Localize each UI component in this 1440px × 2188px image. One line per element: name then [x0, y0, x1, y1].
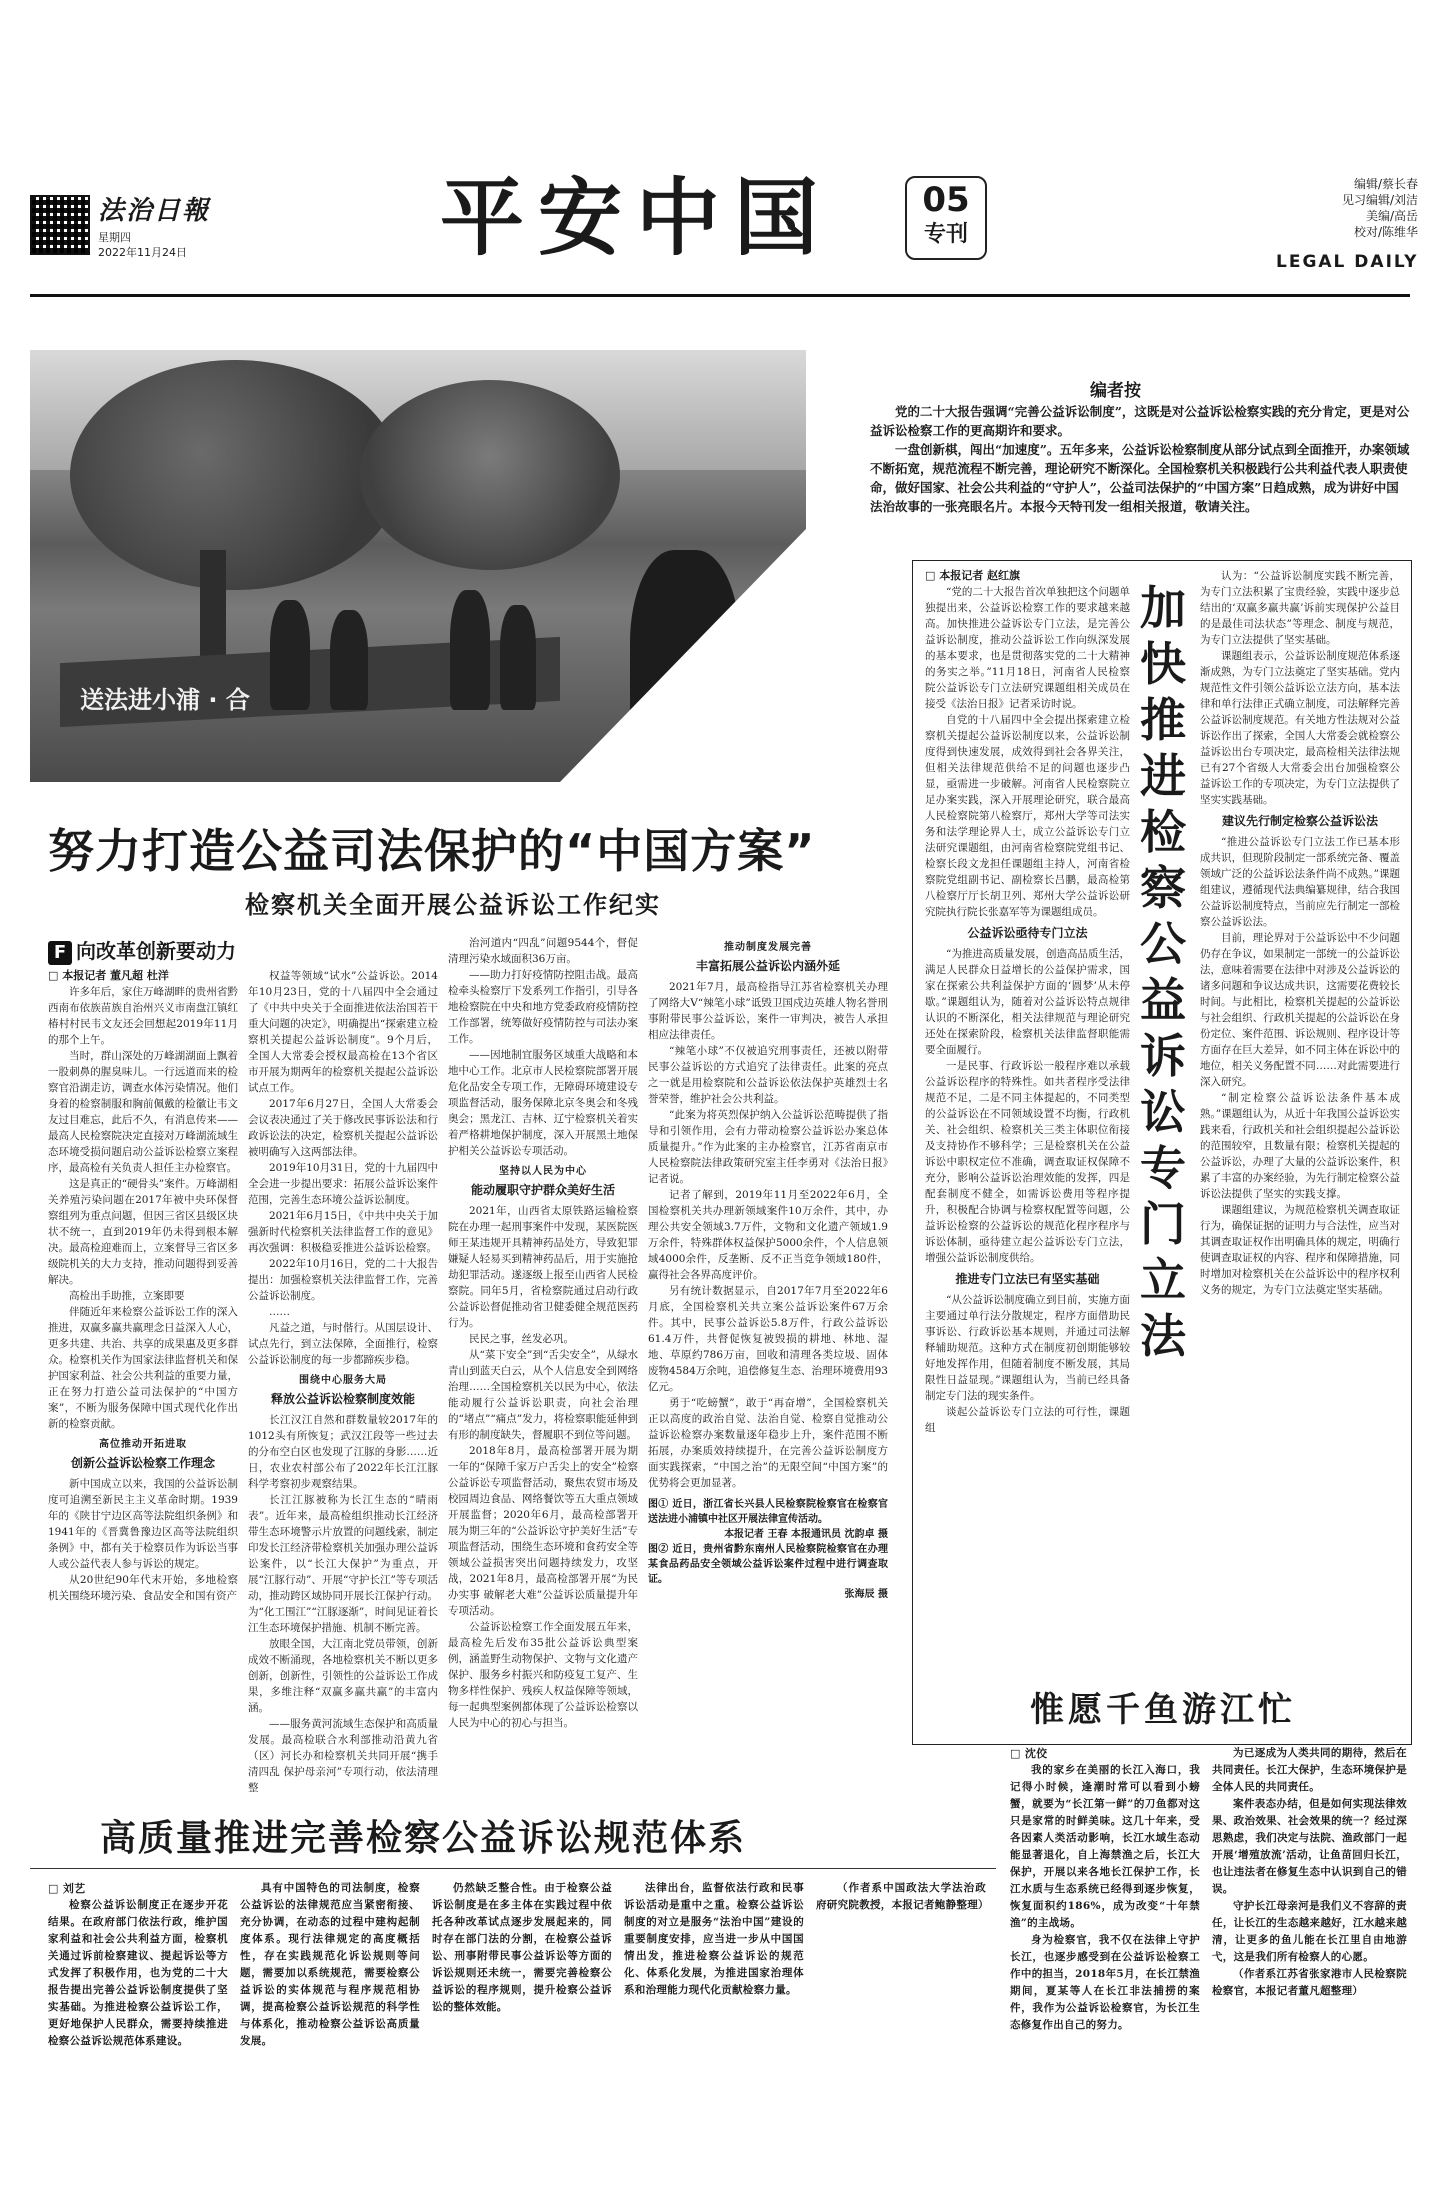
section-kicker: 坚持以人民为中心 — [499, 1166, 587, 1177]
editor-note-para: 党的二十大报告强调“完善公益诉讼制度”，这既是对公益诉讼检察实践的充分肯定，更是对公益诉讼检察工作的更高期许和要求。 — [870, 404, 1410, 438]
main-byline: □ 本报记者 董凡超 杜洋 — [48, 969, 169, 982]
paragraph: 认为：“公益诉讼制度实践不断完善，为专门立法积累了宝贵经验，实践中逐步总结出的‘双赢多赢共赢’诉前实现保护公益目的是最佳司法状态”等理念、制度与规范，为专门立法提供了坚实基础。 — [1200, 570, 1400, 646]
feature-byline: □ 本报记者 赵红旗 — [925, 569, 1021, 582]
paragraph: “辣笔小球”不仅被追究刑事责任，还被以附带民事公益诉讼的方式追究了法律责任。此案的亮点之一就是用检察院和公益诉讼依法保护英雄烈士名誉荣誉，维护社会公共利益。 — [648, 1045, 888, 1105]
paragraph: 仍然缺乏整合性。由于检察公益诉讼制度是在多主体在实践过程中依托各种改革试点逐步发展起来的，同时存在部门法的分割，在检察公益诉讼、刑事附带民事公益诉讼等方面的诉讼规则还未统一，需要完善检察公益诉讼的程序规则，提升检察公益诉讼的整体效能。 — [432, 1882, 612, 2013]
section-heading — [448, 1163, 638, 1199]
low-col — [432, 1880, 612, 2016]
low-byline: □ 刘艺 — [48, 1882, 86, 1895]
paragraph: ——助力打好疫情防控阻击战。最高检牵头检察厅下发系列工作指引，引导各地检察院在中央和地方党委政府疫情防控工作部署，统筹做好疫情防控与司法办案工作。 — [448, 969, 638, 1045]
paragraph: 新中国成立以来，我国的公益诉讼制度可追溯至新民主主义革命时期。1939年的《陕甘宁边区高等法院组织条例》和1941年的《晋冀鲁豫边区高等法院组织条例》中，都有关于检察员作为诉讼当事人或公益代表人参与诉讼的规定。 — [48, 1478, 238, 1570]
editor-line: 见习编辑/刘洁 — [1341, 193, 1418, 207]
paragraph: 高检出手助推，立案即要 — [69, 1290, 185, 1302]
paragraph: 2017年6月27日，全国人大常委会会议表决通过了关于修改民事诉讼法和行政诉讼法的决定，检察机关提起公益诉讼被明确写入这两部法律。 — [248, 1098, 438, 1158]
figure-captions — [648, 1497, 888, 1602]
kicker-text: 向改革创新要动力 — [76, 939, 236, 963]
paragraph: 我的家乡在美丽的长江入海口，我记得小时候，逢潮时常可以看到小螃蟹，就要为“长江第一鲜”的刀鱼都对这只是家常的时鲜美味。这几十年来，受各因素人类活动影响，长江水域生态动能显著退化，自上海禁渔之后，长江大保护，开展以来各地长江保护工作，长江水质与生态系统已经得到逐步恢复，恢复面积约186%，成为改变“十年禁渔”的主战场。 — [1010, 1764, 1200, 1929]
paragraph: “推进公益诉讼专门立法工作已基本形成共识，但现阶段制定一部系统完备、覆盖领域广泛的公益诉讼法条件尚不成熟。”课题组建议，遵循现代法典编纂规律，结合我国公益诉讼制度特点，当前应先行制定一部检察公益诉讼法。 — [1200, 836, 1400, 928]
photo-person — [330, 610, 368, 710]
section-title: 创新公益诉讼检察工作理念 — [70, 1456, 215, 1470]
paragraph: 自党的十八届四中全会提出探索建立检察机关提起公益诉讼制度以来，公益诉讼制度得到快速发展，成效得到社会各界关注，但相关法律规范供给不足的问题也逐步凸显，亟需进一步破解。河南省人民检察院立足办案实践，深入开展理论研究，联合最高人民检察院第八检察厅，郑州大学等司法实务和法学理论界人士，成立公益诉讼专门立法研究课题组，由河南省检察院党组书记、检察长段文龙担任课题组主持人，河南省检察院党组副书记、副检察长吕鹏，最高检第八检察厅厅长胡卫列、郑州大学公益诉讼研究院执行院长张嘉军等为课题组成员。 — [925, 714, 1130, 918]
poem-byline: □ 沈佼 — [1010, 1747, 1048, 1760]
photo-person — [500, 605, 536, 710]
section-title: 平安中国 — [440, 169, 833, 267]
date: 2022年11月24日 — [98, 246, 187, 259]
paragraph: 从“菜下安全”到“舌尖安全”，从绿水青山到蓝天白云，从个人信息安全到网络治理……全国检察机关以民为中心，依法能动履行公益诉讼职责，向社会治理的“堵点”“痛点”发力，将检察职能延伸到有形的制度缺失，督履职不到位等问题。 — [448, 1349, 638, 1441]
editor-line: 美编/高岳 — [1365, 209, 1418, 223]
paragraph: 记者了解到，2019年11月至2022年6月，全国检察机关共办理新领域案件10万余件，其中，办理公共安全领域3.7万件，文物和文化遗产领域1.9万余件，特殊群体权益保护5000余件，个人信息领域4000余件，反垄断、反不正当竞争领域180件，赢得社会各界高度评价。 — [648, 1189, 888, 1281]
paragraph: “党的二十大报告首次单独把这个问题单独提出来，公益诉讼检察工作的要求越来越高。加快推进公益诉讼专门立法，是完善公益诉讼制度，推动公益诉讼工作向纵深发展的基本要求，也是贯彻落实党的二十大精神的务实之举。”11月18日，河南省人民检察院公益诉讼专门立法研究课题组相关成员在接受《法治日报》记者采访时说。 — [925, 586, 1130, 710]
paragraph: 伴随近年来检察公益诉讼工作的深入推进，双赢多赢共赢理念日益深入人心，更多共建、共治、共享的成果惠及更多群众。检察机关作为国家法律监督机关和保护国家利益、社会公共利益的重要力量，正在努力打造公益司法保护的“中国方案”，不断为服务保障中国式现代化作出新的检察贡献。 — [48, 1306, 238, 1430]
paragraph: 案件表态办结，但是如何实现法律效果、政治效果、社会效果的统一？经过深思熟虑，我们决定与法院、渔政部门一起开展‘增殖放流’活动，让鱼苗回归长江，也让违法者在修复生态中认识到自己的错误。 — [1212, 1798, 1407, 1895]
paragraph: 2018年8月，最高检部署开展为期一年的“保障千家万户舌尖上的安全”检察公益诉讼专项监督活动，聚焦农贸市场及校园周边食品、网络餐饮等五大重点领域开展监督；2020年6月，最高检部署开展为期三年的“公益诉讼守护美好生活”专项监督活动，围绕生态环境和食药安全等领域公益损害突出问题持续发力，攻坚战，2021年8月，最高检部署开展“为民办实事 破解老大难”公益诉讼质量提升年专项活动。 — [448, 1445, 638, 1617]
section-heading: 建议先行制定检察公益诉讼法 — [1221, 814, 1378, 828]
editor-note-para: 一盘创新棋，闯出“加速度”。五年多来，公益诉讼检察制度从部分试点到全面推开，办案领域不断拓宽，规范流程不断完善，理论研究不断深化。全国检察机关积极践行公共利益代表人职责使命，做好国家、社会公共利益的“守护人”，公益司法保护的“中国方案”日趋成熟，成为讲好中国法治故事的一张亮眼名片。本报今天特刊发一组相关报道，敬请关注。 — [870, 442, 1410, 514]
section-title: 能动履职守护群众美好生活 — [470, 1183, 615, 1197]
main-col-2 — [248, 968, 438, 1796]
paragraph: ——服务黄河流域生态保护和高质量发展。最高检联合水利部推动沿黄九省（区）河长办和检察机关共同开展“携手清四乱 保护母亲河”专项行动，依法清理整 — [248, 1718, 438, 1794]
paragraph: 课题组表示，公益诉讼制度规范体系逐渐成熟，为专门立法奠定了坚实基础。党内规范性文件引领公益诉讼立法方向，基本法律和单行法律正式确立制度，司法解释完善公益诉讼制度规范。有关地方性法规对公益诉讼作出了探索，全国人大常委会就检察公益诉讼出台专项决定，最高检相关法律法规已有27个省级人大常委会出台加强检察公益诉讼工作的专项决定，为专门立法提供了坚实实践基础。 — [1200, 650, 1400, 806]
paragraph: “此案为将英烈保护纳入公益诉讼范畴提供了指导和引领作用，会有力带动检察公益诉讼办案总体质量提升。”作为此案的主办检察官，江苏省南京市人民检察院法律政策研究室主任李勇对《法治日报》记者说。 — [648, 1109, 888, 1185]
paragraph: 具有中国特色的司法制度，检察公益诉讼的法律规范应当紧密衔接、充分协调，在动态的过程中建构起制度体系。现行法律规定的高度概括性，存在实践规范化诉讼规则等问题，需要加以系统规范，需要检察公益诉讼的实体规范与程序规范相协调，提高检察公益诉讼规范的科学性与体系化，推动检察公益诉讼高质量发展。 — [240, 1882, 420, 2047]
author-note: （作者系中国政法大学法治政府研究院教授，本报记者鲍静整理） — [816, 1882, 989, 1911]
section-title: 丰富拓展公益诉讼内涵外延 — [695, 959, 840, 973]
section-heading: 公益诉讼亟待专门立法 — [967, 926, 1088, 940]
editor-note — [870, 402, 1410, 516]
paragraph: 课题组建议，为规范检察机关调查取证行为，确保证据的证明力与合法性，应当对其调查取证权作出明确具体的规定，明确行使调查取证权的内容、程序和保障措施，同时增加对检察机关在公益诉讼中的程序权利义务的规定，为专门立法奠定坚实基础。 — [1200, 1204, 1400, 1296]
figure-caption: 图① 近日，浙江省长兴县人民检察院检察官在检察官送法进小浦镇中社区开展法律宣传活动。 — [648, 1499, 888, 1525]
paper-logo: 法治日報 — [98, 196, 211, 226]
paragraph: 权益等领域“试水”公益诉讼。2014年10月23日，党的十八届四中全会通过了《中共中央关于全面推进依法治国若干重大问题的决定》，明确提出“探索建立检察机关提起公益诉讼制度”。9个月后，全国人大常委会授权最高检在13个省区市开展为期两年的检察机关提起公益诉讼试点工作。 — [248, 970, 438, 1094]
paragraph: 当时，群山深处的万峰湖湖面上飘着一股刺鼻的腥臭味儿。一行远道而来的检察官沿湖走访，调查水体污染情况。他们身着的检察制服和胸前佩戴的检徽让韦文友过目难忘，此后不久，有消息传来——最高人民检察院决定直接对万峰湖流域生态环境受损问题启动公益诉讼检察立案程序，最高检有关负责人担任主办检察官。 — [48, 1050, 238, 1174]
editor-note-heading: 编者按 — [1090, 381, 1141, 401]
paragraph: “从公益诉讼制度确立到目前，实施方面主要通过单行法分散规定，程序方面借助民事诉讼、行政诉讼基本规则，并通过司法解释辅助规范。这种方式在制度初创期能够较好地发挥作用，但随着制度不断发展，其局限性日益显现。”课题组认为，当前已经具备制定专门法的现实条件。 — [925, 1294, 1130, 1402]
poem-col — [1212, 1745, 1407, 2000]
masthead-rule — [30, 294, 1410, 297]
main-col-3 — [448, 935, 638, 1731]
low-col — [48, 1880, 228, 2050]
section-kicker: 高位推动开拓进取 — [99, 1439, 187, 1450]
low-rule — [30, 1868, 996, 1869]
low-col — [816, 1880, 989, 1914]
section-heading: 推进专门立法已有坚实基础 — [955, 1272, 1100, 1286]
paragraph: 2021年7月，最高检指导江苏省检察机关办理了网络大V“辣笔小球”诋毁卫国戍边英雄人物名誉刑事附带民事公益诉讼，案件一审判决，被告人承担相应法律责任。 — [648, 981, 888, 1041]
main-col-4 — [648, 935, 888, 1602]
editor-credits — [1308, 176, 1418, 240]
poem-headline: 惟愿千鱼游江忙 — [1030, 1690, 1296, 1730]
paragraph: 这是真正的“硬骨头”案件。万峰湖相关养殖污染问题在2017年被中央环保督察组列为重点问题，但因三省区县级区块状不统一，直到2019年仍未得到根本解决。最高检迎难而上，立案督导三省区多级院机关的大力支持，推动问题得到妥善解决。 — [48, 1178, 238, 1286]
main-col-1 — [48, 968, 238, 1604]
photo-banner-text: 送法进小浦 · 合 — [80, 686, 250, 714]
feature-vertical-title: 加快推进检察公益诉讼专门立法 — [1140, 581, 1186, 1363]
author-note: （作者系江苏省张家港市人民检察院检察官，本报记者董凡超整理） — [1212, 1968, 1407, 1997]
main-subheadline: 检察机关全面开展公益诉讼工作纪实 — [245, 891, 661, 919]
paragraph: 放眼全国，大江南北党员带领，创新成效不断涌现，各地检察机关不断以更多创新，创新性，引领性的公益诉讼工作成果，多维注释“双赢多赢共赢”的丰富内涵。 — [248, 1638, 438, 1714]
paragraph: 身为检察官，我不仅在法律上守护长江，也逐步感受到在公益诉讼检察工作中的担当，2018年5月，在长江禁渔期间，夏某等人在长江非法捕捞的案件，我作为公益诉讼检察官，为长江生态修复作出自己的努力。 — [1010, 1934, 1200, 2031]
editor-line: 校对/陈维华 — [1353, 225, 1418, 239]
section-kicker: 推动制度发展完善 — [724, 942, 812, 953]
photo-person — [450, 590, 490, 710]
section-kicker: 围绕中心服务大局 — [299, 1375, 387, 1386]
issue-date — [98, 230, 187, 260]
section-heading — [48, 1436, 238, 1472]
paragraph: 2019年10月31日，党的十九届四中全会进一步提出要求：拓展公益诉讼案件范围，完善生态环境公益诉讼制度。 — [248, 1162, 438, 1206]
paragraph: 守护长江母亲河是我们义不容辞的责任，让长江的生态越来越好，江水越来越清，让更多的鱼儿能在长江里自由地游弋，这是我们所有检察人的心愿。 — [1212, 1900, 1407, 1963]
paragraph: “为推进高质量发展，创造高品质生活，满足人民群众日益增长的公益保护需求，国家在探索公共利益保护方面的‘圆梦’从未停歇。”课题组认为，随着对公益诉讼特点规律认识的不断深化，相关法律规范与理论研究还处在探索阶段，检察机关法律监督职能需要全面履行。 — [925, 948, 1130, 1056]
photo-tree — [70, 360, 400, 590]
section-heading — [648, 939, 888, 975]
paragraph: 另有统计数据显示，自2017年7月至2022年6月底，全国检察机关共立案公益诉讼案件67万余件。其中，民事公益诉讼5.8万件，行政公益诉讼61.4万件，共督促恢复被毁损的耕地、林地、湿地、草原约786万亩，回收和清理各类垃圾、固体废物4584万余吨，追偿修复生态、治理环境费用93亿元。 — [648, 1285, 888, 1393]
low-col — [624, 1880, 804, 1999]
paragraph: 长江江豚被称为长江生态的“晴雨表”。近年来，最高检组织推动长江经济带生态环境警示片放置的问题线索，制定印发长江经济带检察机关加强办理公益诉讼案件，以“长江大保护”为重点，开展“江豚行动”、开展“守护长江”等专项活动，推动跨区域协同开展长江保护行动。为“化工围江”“江豚逐渐”，时间见证着长江生态环境保护措施、机制不断完善。 — [248, 1494, 438, 1634]
editor-line: 编辑/蔡长春 — [1353, 177, 1418, 191]
main-headline: 努力打造公益司法保护的“中国方案” — [48, 824, 816, 878]
paragraph: 检察公益诉讼制度正在逐步开花结果。在政府部门依法行政，维护国家利益和社会公共利益方面，检察机关通过诉前检察建议、提起诉讼等方式发挥了积极作用，也为党的二十大报告提出完善公益诉讼制度提供了坚实基础。为推进检察公益诉讼工作，更好地保护人民群众，需要持续推进检察公益诉讼规范体系建设。 — [48, 1899, 228, 2047]
feature-col-1 — [925, 568, 1130, 1436]
paragraph: 法律出台，监督依法行政和民事诉讼活动是重中之重。检察公益诉讼制度的对立是服务“法治中国”建设的重要制度安排，应当进一步从中国国情出发，推进检察公益诉讼的规范化、体系化发展，为推进国家治理体系和治理能力现代化贡献检察力量。 — [624, 1882, 804, 1996]
paragraph: 治河道内“四乱”问题9544个，督促清理污染水域面积36万亩。 — [448, 937, 638, 965]
paragraph: 2021年，山西省太原铁路运输检察院在办理一起刑事案件中发现，某医院医师王某违规开具精神药品处方，导致犯罪嫌疑人轻易买到精神药品后，用于实施抢劫犯罪活动。遂逐级上报至山西省人民检察院。同年5月，省检察院通过启动行政公益诉讼督促推动省卫健委健全规范医药行为。 — [448, 1205, 638, 1329]
paragraph: 谈起公益诉讼专门立法的可行性，课题组 — [925, 1406, 1130, 1434]
paragraph: 为已逐成为人类共同的期待，然后在共同责任。长江大保护，生态环境保护是全体人民的共同责任。 — [1212, 1747, 1407, 1793]
paragraph: 勇于“吃螃蟹”，敢于“再奋增”，全国检察机关正以高度的政治自觉、法治自觉、检察自觉推动公益诉讼检察办案数量逐年稳步上升，案件范围不断拓展，办案质效持续提升，在完善公益诉讼制度方面实践探索，“中国之治”的无限空间“中国方案”的优势将会更加显著。 — [648, 1397, 888, 1489]
main-kicker — [48, 935, 236, 965]
photo-person — [270, 600, 310, 710]
kicker-badge-icon: F — [48, 941, 72, 965]
qr-code-icon — [30, 195, 90, 255]
page-number: 05 — [922, 180, 970, 220]
paragraph: 长江汉江自然和群数量较2017年的1012头有所恢复；武汉江段等一些过去的分布空白区也发现了江豚的身影……近日，农业农村部公布了2022年长江江豚科学考察初步观察结果。 — [248, 1414, 438, 1490]
feature-col-2 — [1200, 568, 1400, 1298]
page-type: 专刊 — [923, 222, 968, 247]
paragraph: 2022年10月16日，党的二十大报告提出：加强检察机关法律监督工作，完善公益诉讼制度。 — [248, 1258, 438, 1302]
paragraph: “制定检察公益诉讼法条件基本成熟。”课题组认为，从近十年我国公益诉讼实践来看，行政机关和社会组织提起公益诉讼的范围较窄，且数量有限；检察机关提起的公益诉讼，办理了大量的公益诉讼案件，积累了丰富的办案经验，为先行制定检察公益诉讼法提供了坚实的实践支撑。 — [1200, 1092, 1400, 1200]
paragraph: ——因地制宜服务区域重大战略和本地中心工作。北京市人民检察院部署开展危化品安全专项工作，无障碍环境建设专项监督活动，服务保障北京冬奥会和冬残奥会；黑龙江、吉林、辽宁检察机关着实着严格耕地保护制度，深入开展黑土地保护相关公益诉讼专项活动。 — [448, 1049, 638, 1157]
paragraph: 一是民事、行政诉讼一般程序难以承载公益诉讼程序的特殊性。如共者程序受法律规范不足，二是不同主体提起的，不同类型的公益诉讼在不同领域设置不均衡，行政机关、社会组织、检察机关三类主体职位衔接及支持协作不够科学；三是检察机关在公益诉讼中职权定位不准确，调查取证权保障不充分，影响公益诉讼治理效能的发挥，四是配套制度不健全，如需诉讼费用等程序提升，积极配合协调与检察权配置等问题，公益诉讼检察的公益诉讼的规范化程序程序与诉讼体制，亟待建立起公益诉讼专门立法，增强公益诉讼制度供给。 — [925, 1060, 1130, 1264]
paragraph: 公益诉讼检察工作全面发展五年来，最高检先后发布35批公益诉讼典型案例，涵盖野生动物保护、文物与文化遗产保护、服务乡村振兴和防疫复工复产、生物多样性保护、残疾人权益保障等领域，每一起典型案例都体现了公益诉讼检察以人民为中心的初心与担当。 — [448, 1621, 638, 1729]
paragraph: 从20世纪90年代末开始，多地检察机关围绕环境污染、食品安全和国有资产 — [48, 1574, 238, 1602]
paragraph: 目前，理论界对于公益诉讼中不少问题仍存在争议，如果制定一部统一的公益诉讼法，意味着需要在法律中对涉及公益诉讼的诸多问题和争议达成共识，这需要花费较长时间。与此相比，检察机关提起的公益诉讼与社会组织、行政机关提起的公益诉讼在身份定位、案件范围、诉讼规则、程序设计等方面存在巨大差异，如不同主体在诉讼中的地位，相关义务配置不同……对此需要进行深入研究。 — [1200, 932, 1400, 1088]
photo-credit: 张海辰 摄 — [844, 1589, 888, 1600]
paragraph: 民民之事，丝发必巩。 — [469, 1333, 574, 1345]
section-title: 释放公益诉讼检察制度效能 — [270, 1392, 415, 1406]
photo-credit: 本报记者 王春 本报通讯员 沈韵卓 摄 — [724, 1529, 888, 1540]
weekday: 星期四 — [98, 231, 131, 244]
low-headline: 高质量推进完善检察公益诉讼规范体系 — [100, 1818, 747, 1859]
paragraph: 许多年后，家住万峰湖畔的贵州省黔西南布依族苗族自治州兴义市南盘江镇红椿村村民韦文友还会回想起2019年11月的那个上午。 — [48, 986, 238, 1046]
paragraph: 凡益之道，与时偕行。从国层设计、试点先行，到立法保障，全面推行，检察公益诉讼制度的每一步都蹄疾步稳。 — [248, 1322, 438, 1366]
poem-col — [1010, 1745, 1200, 2034]
brand-en: LEGAL DAILY — [1276, 252, 1419, 272]
low-col — [240, 1880, 420, 2050]
figure-caption: 图② 近日，贵州省黔东南州人民检察院检察官在办理某食品药品安全领域公益诉讼案件过程中进行调查取证。 — [648, 1544, 888, 1585]
page-badge — [905, 176, 987, 260]
paragraph: 2021年6月15日，《中共中央关于加强新时代检察机关法律监督工作的意见》再次强调：积极稳妥推进公益诉讼检察。 — [248, 1210, 438, 1254]
section-heading — [248, 1372, 438, 1408]
paragraph: …… — [269, 1306, 290, 1318]
